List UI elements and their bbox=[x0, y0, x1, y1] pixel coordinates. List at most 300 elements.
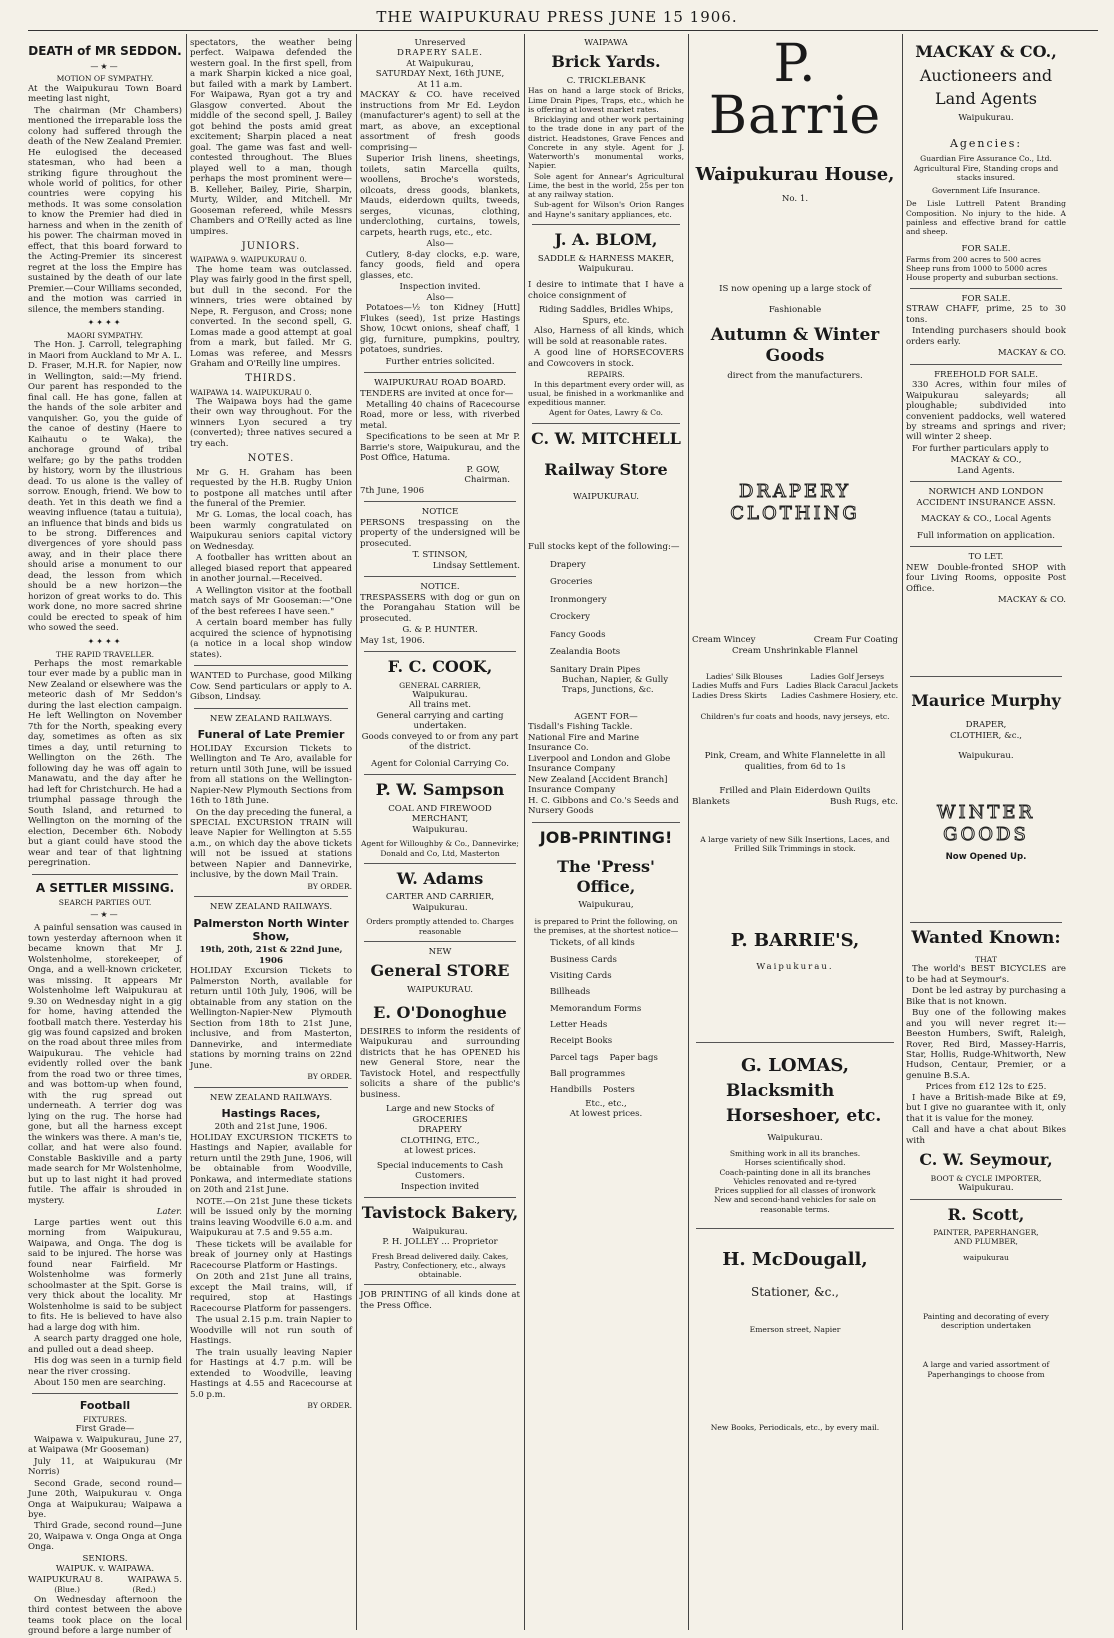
ad-line: Waipukurau. bbox=[412, 902, 468, 913]
paragraph: Has on hand a large stock of Bricks, Lime Drain Pipes, Traps, etc., which he is offering at lowest market rates. bbox=[528, 86, 684, 114]
ad-title: Funeral of Late Premier bbox=[197, 728, 345, 742]
signature: G. & P. HUNTER. bbox=[402, 625, 478, 636]
ad-line: Further entries solicited. bbox=[385, 356, 495, 367]
paragraph: Sole agent for Annear's Agricultural Lime, the best in the world, 25s per ton at any railway station. bbox=[528, 171, 684, 200]
ad-line: Also— bbox=[426, 239, 454, 250]
ad-line: Smithing work in all its branches. bbox=[729, 1149, 861, 1159]
divider bbox=[364, 863, 516, 864]
paragraph: HOLIDAY Excursion Tickets to Palmerston North, available for return until 10th July, 1906, will be obtainable from any station on the Wellington-Napier-New Plymouth Section from 18th to 21st June, inclusive, and from Masterton, Dannevirke, and intermediate stations by morning trains on 22nd June. bbox=[190, 966, 352, 1071]
ad-heading: NEW ZEALAND RAILWAYS. bbox=[209, 713, 333, 724]
ad-line: SADDLE & HARNESS MAKER, bbox=[537, 253, 675, 264]
subhead: REPAIRS. bbox=[587, 370, 625, 380]
divider bbox=[194, 665, 348, 666]
ad-line: DRAPER, bbox=[965, 720, 1007, 731]
column-1 bbox=[28, 38, 182, 1637]
ad-line: No. 1. bbox=[781, 193, 809, 204]
ad-line: All trains met. bbox=[409, 700, 471, 711]
ad-heading: NEW ZEALAND RAILWAYS. bbox=[209, 902, 333, 913]
list-item: Groceries bbox=[550, 577, 593, 588]
divider bbox=[194, 708, 348, 709]
paragraph: A Wellington visitor at the football match says of Mr Gooseman:—"One of the best referees I have seen." bbox=[190, 585, 352, 617]
column-rule bbox=[524, 34, 525, 1630]
ad-line: At Waipukurau, bbox=[406, 58, 474, 69]
list-item: Tisdall's Fishing Tackle. bbox=[528, 722, 633, 733]
subhead: SENIORS. bbox=[82, 1553, 128, 1564]
paragraph: A painful sensation was caused in town yesterday afternoon when it became known that Mr J. Wolstenholme, storekeeper, of Onga, and a well-known cricketer, was missing. It appears Mr Wolstenholme left Waipukurau at 9.30 on Wednesday night in a gig for home, having attended the football match there. Yesterday his gig was found capsized and broken on the road about three miles from Waipukurau. The vehicle had evidently rolled over the bank from the road two or three times, and was bottom-up when found, with the rug spread out underneath. A terrier dog was lying on the rug. The horse had gone, but all the harness except the winkers was there. A man's tie, collar, and hat were also found. Constable Baskiville and a party made search for Mr Wolstenholme, but up to last night it had proved futile. The affair is shrouded in mystery. bbox=[28, 923, 182, 1206]
list-item bbox=[550, 1050, 684, 1066]
paragraph: Sub-agent for Wilson's Orion Ranges and Hayne's sanitary appliances, etc. bbox=[528, 200, 684, 219]
paragraph: A certain board member has fully acquired the science of hypnotising (a notice in a local shop window states). bbox=[190, 618, 352, 660]
ad-line: Agricultural Fire, Standing crops and stacks insured. bbox=[913, 163, 1059, 182]
paragraph: PERSONS trespassing on the property of the undersigned will be prosecuted. bbox=[360, 517, 520, 549]
ad-heading: NOTICE. bbox=[420, 582, 460, 593]
ad-line: House property and suburban sections. bbox=[906, 273, 1059, 283]
paragraph: The Hon. J. Carroll, telegraphing in Maori from Auckland to Mr A. L. D. Fraser, M.H.R. for Napier, now in Wellington, said:—My friend. Our parent has responded to the final call. He has gone, fallen at the hands of the sole arbiter and vanquisher. Go, you the guide of the canoe of destiny (Haere to Kaihautu o te Waka), the anchorage ground of tribal welfare; go by the paths trodden by history, worn by the illustrious dead. To us alone is the valley of sorrow. Enough, friend. We bow to death. Yet in this death we find a weaving influence (tatau a tuituia), an influence that binds and bids us to be strong. Differences and divergences of yore should pass away, and in their place there should arise a monument to our dead, the lesson from which should be a new horizon—the horizon of great works to do. This work done, no more sacred shrine could be erected to speak of him who sowed the seed. bbox=[28, 340, 182, 634]
ornament: ✦✦✦✦ bbox=[87, 318, 123, 328]
paragraph: De Lisle Luttrell Patent Branding Composition. No injury to the hide. A painless and effective brand for cattle and sheep. bbox=[906, 199, 1066, 237]
ad-title-lomas: G. LOMAS, bbox=[740, 1055, 850, 1077]
subhead: JUNIORS. bbox=[241, 241, 301, 253]
ad-title: Hastings Races, bbox=[221, 1106, 321, 1120]
subhead: Later. bbox=[156, 1207, 182, 1218]
divider bbox=[910, 922, 1062, 923]
subhead: WAIPUK. v. WAIPAWA. bbox=[55, 1564, 155, 1575]
paragraph: NEW Double-fronted SHOP with four Living Rooms, opposite Post Office. bbox=[906, 562, 1066, 594]
paragraph: Cutlery, 8-day clocks, e.p. ware, fancy goods, field and opera glasses, etc. bbox=[360, 249, 520, 281]
paragraph: At the Waipukurau Town Board meeting last night, bbox=[28, 83, 182, 105]
ad-line: Stationer, &c., bbox=[751, 1284, 839, 1299]
list-item: H. C. Gibbons and Co.'s Seeds and Nursery Goods bbox=[528, 795, 679, 817]
goods-item: Blankets bbox=[692, 796, 730, 807]
goods-item: Cream Unshrinkable Flannel bbox=[731, 645, 859, 656]
goods-row bbox=[692, 672, 898, 681]
subhead: NOTES. bbox=[247, 453, 295, 465]
paragraph: DESIRES to inform the residents of Waipukurau and surrounding districts that he has OPENED his new General Store, near the Tavistock Hotel, and respectfully solicits a share of the public's business. bbox=[360, 1026, 520, 1100]
ad-line: Waipukurau, bbox=[578, 900, 634, 911]
goods-row bbox=[692, 681, 898, 690]
ad-line: General carrying and carting undertaken. bbox=[376, 710, 504, 732]
paragraph: Call and have a chat about Bikes with bbox=[906, 1125, 1066, 1146]
paragraph: spectators, the weather being perfect. Waipawa defended the western goal. In the first spell, from a mark Sharpin kicked a nice goal, but failed with a mark by Lambert. For Waipawa, Ryan got a try and Glasgow converted. About the middle of the second spell, J. Bailey got behind the posts amid great excitement; Sharpin placed a neat goal. The game was fast and well-contested throughout. The Blues played well to a man, though perhaps the most prominent were—B. Kelleher, Bailey, Pirie, Sharpin, Murty, Wilder, and Mitchell. Mr Gooseman refereed, while Messrs Chambers and O'Reilly acted as line umpires. bbox=[190, 38, 352, 237]
goods-row bbox=[692, 691, 898, 700]
ad-line: BOOT & CYCLE IMPORTER, bbox=[930, 1173, 1042, 1183]
ad-line: waipukurau bbox=[963, 1252, 1009, 1262]
ad-line: NEW bbox=[428, 946, 452, 957]
ad-line: Horses scientifically shod. bbox=[744, 1158, 846, 1168]
ad-line: Prices supplied for all classes of ironwork bbox=[714, 1186, 876, 1196]
ad-line: Waipukurau. bbox=[958, 112, 1014, 123]
list-item: Letter Heads bbox=[550, 1019, 608, 1030]
list-item bbox=[550, 1082, 684, 1098]
ad-line: Painting and decorating of every description undertaken bbox=[923, 1311, 1049, 1331]
ad-line: New Books, Periodicals, etc., by every mail. bbox=[710, 1422, 880, 1432]
ad-title-drapery: DRAPERY bbox=[738, 481, 852, 503]
ad-line: Coach-painting done in all its branches bbox=[719, 1167, 871, 1177]
ad-line: Inspection invited bbox=[400, 1181, 480, 1192]
paragraph: Potatoes—½ ton Kidney [Hutt] Flukes (seed), 1st prize Hastings Show, 10cwt onions, sheaf chaff, 1 gig, furniture, pumpkins, poultry, potatoes, sundries. bbox=[360, 303, 520, 356]
ad-line: GENERAL CARRIER, bbox=[399, 680, 481, 690]
ad-line: Special inducements to Cash Customers. bbox=[376, 1160, 504, 1182]
goods-item: Ladies Muffs and Furs bbox=[692, 681, 779, 691]
goods-item: Children's fur coats and hoods, navy jerseys, etc. bbox=[700, 711, 890, 721]
paragraph: MACKAY & CO. have received instructions from Mr Ed. Leydon (manufacturer's agent) to sell at the mart, as above, an exceptional assortment of fresh goods comprising— bbox=[360, 90, 520, 153]
score-line: WAIPAWA 9. WAIPUKURAU 0. bbox=[190, 255, 307, 265]
signature: BY ORDER. bbox=[307, 881, 352, 891]
ad-line: Agent for Colonial Carrying Co. bbox=[371, 758, 509, 769]
ad-line: WAIPUKURAU. bbox=[406, 984, 474, 995]
goods-item: Ladies Dress Skirts bbox=[692, 690, 767, 700]
ad-title-p-barrie: P. Barrie bbox=[708, 34, 882, 146]
list-item: Buchan, Napier, & Gully Traps, Junctions, &c. bbox=[562, 674, 669, 696]
paragraph: Mr G. H. Graham has been requested by the H.B. Rugby Union to postpone all matches until after the funeral of the Premier. bbox=[190, 467, 352, 509]
paragraph: Buy one of the following makes and you will never regret it:—Beeston Humbers, Swift, Raleigh, Rover, Red Bird, Massey-Harris, Star, Hollis, Rudge-Whitworth, New Hudson, Centaur, Premier, or a genuine B.S.A. bbox=[906, 1008, 1066, 1081]
paragraph: On Wednesday afternoon the third contest between the above teams took place on the local ground before a large number of bbox=[28, 1594, 182, 1637]
ad-line: A large and varied assortment of Paperhangings to choose from bbox=[922, 1360, 1050, 1379]
paragraph: Also, Harness of all kinds, which will be sold at reasonable rates. bbox=[528, 326, 684, 347]
subhead: AGENT FOR— bbox=[574, 711, 638, 722]
column-4 bbox=[528, 38, 684, 1628]
paragraph: Superior Irish linens, sheetings, toilets, satin Marcella quilts, woollens, Broche's worsteds, oilcoats, dress goods, blankets, Mauds, eiderdown quilts, tweeds, serges, vicunas, clothing, underclothing, curtains, towels, carpets, hearth rugs, etc., etc. bbox=[360, 154, 520, 238]
signature: Chairman. bbox=[464, 475, 510, 486]
paragraph: The train usually leaving Napier for Hastings at 4.7 p.m. will be extended to Woodville, leaving Hastings at 4.55 and Racecourse at 5.0 p.m. bbox=[190, 1347, 352, 1400]
paragraph: The chairman (Mr Chambers) mentioned the irreparable loss the colony had suffered through the death of the New Zealand Premier. He eulogised the deceased statesman, who had been a striking figure throughout the whole world of politics, for other countries were copying his methods. It was some consolation to know the Premier had died in harness and when in the zenith of his power. The chairman moved in effect, that this board forward to the Acting-Premier its sincerest regret at the loss the Empire has sustained by the death of our late Premier.—Cour Williams seconded, and the motion was carried in silence, the members standing. bbox=[28, 105, 182, 315]
subhead: MAORI SYMPATHY. bbox=[66, 331, 144, 341]
paragraph: Waipawa v. Waipukurau, June 27, at Waipawa (Mr Gooseman) bbox=[28, 1434, 182, 1456]
ad-line: Also— bbox=[426, 292, 454, 303]
ad-line: Waipukurau. bbox=[756, 961, 834, 972]
ad-line: GROCERIES bbox=[412, 1114, 468, 1125]
ad-title-murphy: Maurice Murphy bbox=[911, 690, 1061, 710]
paragraph: Intending purchasers should book orders early. bbox=[906, 326, 1066, 347]
paragraph: About 150 men are searching. bbox=[34, 1377, 166, 1388]
paragraph: Perhaps the most remarkable tour ever made by a public man in New Zealand or elsewhere was the meteoric dash of Mr Seddon's during the last election campaign. He left Wellington on November 7th for the North, speaking every day, sometimes as often as six times a day, until returning to Wellington on the 26th. The following day he was off again to Manawatu, and the day after he had left for Christchurch. He had a triumphal passage through the South Island, and returned to Wellington on the morning of the election, December 6th. Nobody but a giant could have stood the wear and tear of that lightning peregrination. bbox=[28, 658, 182, 869]
divider bbox=[32, 1393, 178, 1394]
signature: BY ORDER. bbox=[307, 1072, 352, 1082]
headline-settler-missing: A SETTLER MISSING. bbox=[35, 880, 175, 895]
paragraph: Third Grade, second round—June 20, Waipawa v. Onga Onga at Onga Onga. bbox=[28, 1521, 182, 1553]
ad-title-land-agents: Land Agents bbox=[934, 89, 1037, 109]
column-3 bbox=[360, 38, 520, 1628]
print-list bbox=[550, 935, 684, 1098]
divider bbox=[910, 1199, 1062, 1200]
ad-line: AND PLUMBER, bbox=[954, 1237, 1018, 1247]
paragraph: STRAW CHAFF, prime, 25 to 30 tons. bbox=[906, 304, 1066, 325]
ad-title-railway-store: Railway Store bbox=[544, 460, 668, 480]
paragraph: A good line of HORSECOVERS and Cowcovers in stock. bbox=[528, 348, 684, 369]
ad-line: PAINTER, PAPERHANGER, bbox=[933, 1228, 1039, 1238]
ad-title-cook: F. C. COOK, bbox=[387, 657, 493, 677]
paragraph: In this department every order will, as usual, be finished in a workmanlike and expeditious manner. bbox=[528, 379, 684, 408]
list-item: Sanitary Drain Pipes bbox=[550, 664, 641, 675]
signature: MACKAY & CO. bbox=[997, 595, 1066, 606]
ad-line: THAT bbox=[975, 954, 997, 964]
ad-line: Prices from £12 12s to £25. bbox=[925, 1082, 1047, 1093]
ad-line: Inspection invited. bbox=[399, 282, 481, 293]
list-item: Fancy Goods bbox=[550, 629, 606, 640]
ad-title: Palmerston North Winter Show, bbox=[193, 916, 349, 944]
column-rule bbox=[688, 34, 689, 1630]
ad-line: Goods conveyed to or from any part of the district. bbox=[361, 731, 519, 753]
paragraph: These tickets will be available for break of journey only at Hastings Racecourse Platform or Hastings. bbox=[190, 1239, 352, 1271]
ad-line: Waipukurau. bbox=[412, 1226, 468, 1237]
stock-list bbox=[528, 560, 684, 658]
divider bbox=[910, 364, 1062, 365]
ad-line: is prepared to Print the following, on the premises, at the shortest notice— bbox=[533, 916, 679, 936]
ad-line: C. TRICKLEBANK bbox=[566, 76, 646, 86]
ad-line: Fashionable bbox=[768, 304, 822, 315]
subhead: TO LET. bbox=[968, 552, 1004, 563]
paragraph: A search party dragged one hole, and pulled out a dead sheep. bbox=[28, 1334, 182, 1355]
ad-title-mcdougall: H. McDougall, bbox=[722, 1248, 868, 1270]
ad-title-brick-yards: Brick Yards. bbox=[551, 52, 661, 72]
paragraph: The world's BEST BICYCLES are to be had at Seymour's. bbox=[906, 964, 1066, 985]
list-item: Ball programmes bbox=[550, 1068, 625, 1079]
ad-title-waipukurau-house: Waipukurau House, bbox=[695, 164, 895, 185]
divider bbox=[32, 874, 178, 875]
paragraph: July 11, at Waipukurau (Mr Norris) bbox=[28, 1456, 182, 1478]
masthead-rule bbox=[28, 30, 1098, 31]
ad-line: COAL AND FIREWOOD MERCHANT, bbox=[388, 803, 492, 825]
goods-item: Ladies Golf Jerseys bbox=[810, 672, 885, 682]
column-5 bbox=[692, 34, 898, 1628]
paragraph: Full stocks kept of the following:— bbox=[528, 542, 680, 553]
ad-title-blom: J. A. BLOM, bbox=[554, 229, 658, 249]
ad-line: Waipukurau. bbox=[958, 1183, 1014, 1194]
subhead: NORWICH AND LONDON ACCIDENT INSURANCE ASSN. bbox=[916, 487, 1056, 508]
divider bbox=[532, 822, 680, 823]
divider bbox=[910, 481, 1062, 482]
divider bbox=[364, 941, 516, 942]
ad-line: Guardian Fire Assurance Co., Ltd. bbox=[920, 154, 1052, 164]
ad-title-sampson: P. W. Sampson bbox=[375, 780, 505, 800]
divider bbox=[696, 1042, 894, 1043]
ad-line: Riding Saddles, Bridles Whips, Spurs, etc. bbox=[538, 305, 674, 326]
ad-line: Agent for Oates, Lawry & Co. bbox=[549, 408, 663, 418]
divider bbox=[194, 1087, 348, 1088]
ad-title-auctioneers: Auctioneers and bbox=[919, 65, 1053, 85]
divider bbox=[364, 651, 516, 652]
ad-heading: NEW ZEALAND RAILWAYS. bbox=[209, 1092, 333, 1103]
paragraph: The Waipawa boys had the game their own way throughout. For the winners Lyon secured a try (converted); three natives secured a try each. bbox=[190, 396, 352, 449]
ad-line: SATURDAY Next, 16th JUNE, bbox=[375, 69, 505, 80]
subhead: Agencies: bbox=[949, 137, 1023, 151]
column-6 bbox=[906, 38, 1066, 1628]
paragraph: A footballer has written about an alleged biased report that appeared in another journal.—Received. bbox=[190, 553, 352, 585]
signature: MACKAY & CO. bbox=[997, 348, 1066, 359]
divider bbox=[532, 224, 680, 225]
list-item: Business Cards bbox=[550, 954, 617, 965]
list-item: Drapery bbox=[550, 559, 586, 570]
goods-row bbox=[692, 635, 898, 645]
ornament: ✦✦✦✦ bbox=[87, 636, 123, 646]
ad-heading: NOTICE bbox=[421, 507, 459, 518]
divider bbox=[194, 896, 348, 897]
score-right: WAIPAWA 5. bbox=[127, 1574, 182, 1585]
paragraph: HOLIDAY EXCURSION TICKETS to Hastings and Napier, available for return until the 29th June, 1906, will be obtainable from Woodville, Ponkawa, and intermediate stations on 20th and 21st June. bbox=[190, 1132, 352, 1196]
divider bbox=[364, 372, 516, 373]
ad-date: May 1st, 1906. bbox=[360, 635, 425, 646]
subhead: THE RAPID TRAVELLER. bbox=[55, 649, 155, 659]
column-rule bbox=[186, 34, 187, 1630]
paragraph: 330 Acres, within four miles of Waipukurau saleyards; all ploughable; subdivided into convenient paddocks, well watered by streams and springs and river; will winter 2 sheep. bbox=[906, 380, 1066, 443]
ad-line: Orders promptly attended to. Charges reasonable bbox=[366, 917, 514, 936]
ad-title-horseshoer: Horseshoer, etc. bbox=[726, 1105, 882, 1126]
list-item-left: Parcel tags bbox=[550, 1052, 599, 1063]
list-item: Receipt Books bbox=[550, 1036, 613, 1047]
list-item: Ironmongery bbox=[550, 594, 607, 605]
list-item-left: Handbills bbox=[550, 1085, 592, 1096]
ad-line: New and second-hand vehicles for sale on reasonable terms. bbox=[713, 1195, 877, 1214]
goods-item: Bush Rugs, etc. bbox=[830, 796, 898, 807]
goods-item: Frilled and Plain Eiderdown Quilts bbox=[719, 786, 871, 797]
ad-line: direct from the manufacturers. bbox=[727, 370, 863, 381]
headline-death-of-seddon: DEATH of MR SEDDON. bbox=[28, 44, 182, 58]
ad-title-seymour: C. W. Seymour, bbox=[919, 1150, 1053, 1170]
paragraph: On 20th and 21st June all trains, except the Mail trains, will, if required, stop at Hastings Racecourse Platform for passengers. bbox=[190, 1272, 352, 1314]
goods-item: Cream Fur Coating bbox=[813, 635, 898, 646]
divider bbox=[696, 1228, 894, 1229]
ad-line: P. H. JOLLEY ... Proprietor bbox=[382, 1237, 498, 1248]
ad-line: Waipukurau. bbox=[767, 1132, 823, 1143]
list-item: Tickets, of all kinds bbox=[550, 938, 635, 949]
list-item: Liverpool and London and Globe Insurance Company bbox=[528, 753, 671, 775]
ad-line: CLOTHIER, &c., bbox=[949, 730, 1023, 741]
score-line: WAIPAWA 14. WAIPUKURAU 0. bbox=[190, 387, 312, 397]
divider bbox=[910, 676, 1062, 677]
goods-item: Ladies Black Caracul Jackets bbox=[786, 681, 898, 691]
ad-wanted-cow: WANTED to Purchase, good Milking Cow. Send particulars or apply to A. Gibson, Lindsay. bbox=[190, 671, 352, 703]
goods-row bbox=[692, 797, 898, 807]
list-item: Crockery bbox=[550, 612, 590, 623]
ad-dates: 19th, 20th, 21st & 22nd June, 1906 bbox=[199, 945, 343, 966]
paragraph: Mr G. Lomas, the local coach, has been warmly congratulated on Waipukurau seniors capital victory on Wednesday. bbox=[190, 510, 352, 552]
ad-line: At 11 a.m. bbox=[417, 79, 463, 90]
paragraph: HOLIDAY Excursion Tickets to Wellington and Te Aro, available for return until 30th June, will be issued from all stations on the Wellington-Napier-New Plymouth Sections from 16th to 18th June. bbox=[190, 743, 352, 807]
subhead: FOR SALE. bbox=[961, 244, 1011, 255]
ad-line: Waipukurau. bbox=[958, 751, 1014, 762]
headline-football: Football bbox=[79, 1399, 131, 1413]
ad-title-adams: W. Adams bbox=[396, 868, 484, 888]
signature: BY ORDER. bbox=[307, 1400, 352, 1410]
divider bbox=[910, 546, 1062, 547]
goods-item: Ladies' Silk Blouses bbox=[705, 672, 783, 682]
goods-item: Ladies Cashmere Hosiery, etc. bbox=[781, 690, 898, 700]
goods-item: Cream Wincey bbox=[692, 635, 756, 646]
ad-line: Fresh Bread delivered daily. Cakes, Pastry, Confectionery, etc., always obtainable. bbox=[371, 1251, 509, 1280]
ad-line: MACKAY & CO., Local Agents bbox=[920, 514, 1052, 525]
paragraph: TRESPASSERS with dog or gun on the Porangahau Station will be prosecuted. bbox=[360, 592, 520, 624]
list-item: New Zealand [Accident Branch] Insurance Company bbox=[528, 774, 668, 796]
signature: Land Agents. bbox=[957, 465, 1015, 476]
ad-line: CLOTHING, ETC., bbox=[400, 1135, 480, 1146]
subhead: FREEHOLD FOR SALE. bbox=[934, 369, 1038, 380]
ad-title-mitchell: C. W. MITCHELL bbox=[531, 428, 681, 448]
ad-line: Sheep runs from 1000 to 5000 acres bbox=[906, 264, 1048, 274]
goods-item: Pink, Cream, and White Flannelette in all qualities, from 6d to 1s bbox=[704, 751, 886, 772]
goods-item: A large variety of new Silk Insertions, Laces, and Frilled Silk Trimmings in stock. bbox=[700, 835, 890, 854]
subhead: First Grade— bbox=[75, 1424, 135, 1435]
divider bbox=[364, 501, 516, 502]
paragraph: The usual 2.15 p.m. train Napier to Woodville will not run south of Hastings. bbox=[190, 1315, 352, 1347]
ad-line: Agent for Willoughby & Co., Dannevirke; Donald and Co, Ltd, Masterton bbox=[361, 839, 519, 858]
paragraph: On the day preceding the funeral, a SPECIAL EXCURSION TRAIN will leave Napier for Wellington at 5.55 a.m., on which day the above tickets will not be issued at stations between Napier and Dannevirke, inclusive, by the down Mail Train. bbox=[190, 807, 352, 881]
ad-line: Waipukurau. bbox=[412, 689, 468, 700]
ad-line: Vehicles renovated and re-tyred bbox=[733, 1176, 857, 1186]
paragraph: TENDERS are invited at once for— bbox=[360, 388, 514, 399]
divider bbox=[364, 1197, 516, 1198]
divider bbox=[364, 576, 516, 577]
ad-title-odonoghue: E. O'Donoghue bbox=[373, 1003, 507, 1023]
divider bbox=[532, 423, 680, 424]
column-2 bbox=[190, 38, 352, 1628]
subhead: MOTION OF SYMPATHY. bbox=[56, 74, 154, 84]
paragraph: For further particulars apply to bbox=[912, 443, 1049, 454]
ad-title-winter: WINTER bbox=[936, 801, 1036, 823]
list-item: National Fire and Marine Insurance Co. bbox=[528, 732, 640, 754]
divider bbox=[910, 288, 1062, 289]
ad-title-clothing: CLOTHING bbox=[730, 503, 860, 525]
signature: P. GOW, bbox=[466, 464, 500, 475]
ad-line: Emerson street, Napier bbox=[749, 1325, 841, 1335]
ad-title-tavistock: Tavistock Bakery, bbox=[361, 1203, 519, 1223]
ad-date: 7th June, 1906 bbox=[360, 485, 425, 496]
ad-heading: WAIPUKURAU ROAD BOARD. bbox=[374, 378, 506, 389]
colour-left: (Blue.) bbox=[54, 1585, 80, 1595]
ad-title-barries: P. BARRIE'S, bbox=[730, 929, 860, 951]
signature: T. STINSON, bbox=[412, 550, 468, 561]
ad-title-scott: R. Scott, bbox=[947, 1204, 1025, 1224]
column-rule bbox=[356, 34, 357, 1630]
paragraph: I have a British-made Bike at £9, but I give no guarantee with it, only that it is value for the money. bbox=[906, 1092, 1066, 1124]
ornament: —★— bbox=[90, 910, 120, 920]
subhead: FOR SALE. bbox=[961, 293, 1011, 304]
score-left: WAIPUKURAU 8. bbox=[28, 1574, 104, 1585]
ad-line: Now Opened Up. bbox=[945, 851, 1027, 862]
ad-title-press-office: The 'Press' Office, bbox=[557, 857, 655, 896]
divider bbox=[364, 774, 516, 775]
paragraph: NOTE.—On 21st June these tickets will be issued only by the morning trains leaving Woodville 6.0 a.m. and Waipukurau at 7.5 and 9.55 a.m. bbox=[190, 1196, 352, 1239]
ad-title: DRAPERY SALE. bbox=[396, 48, 484, 59]
paragraph: Second Grade, second round—June 20th, Waipukurau v. Onga Onga at Waipukurau; Waipawa a bye. bbox=[28, 1478, 182, 1520]
subhead: THIRDS. bbox=[245, 373, 297, 385]
paragraph: Large parties went out this morning from Waipukurau, Waipawa, and Onga. The dog is said to be injured. The horse was found near Fairfield. Mr Wolstenholme was formerly schoolmaster at the Spit. Gorse is very thick about the locality. Mr Wolstenholme is said to be subject to fits. He is believed to have also had a large dog with him. bbox=[28, 1217, 182, 1333]
list-item-right: Posters bbox=[602, 1085, 635, 1096]
ad-heading: WAIPAWA bbox=[584, 38, 628, 48]
paragraph: Specifications to be seen at Mr P. Barrie's store, Waipukurau, and the Post Office, Hatuma. bbox=[360, 432, 520, 464]
ad-line: Etc., etc., bbox=[585, 1098, 627, 1109]
list-item: Visiting Cards bbox=[550, 970, 612, 981]
ad-line: CARTER AND CARRIER, bbox=[385, 892, 495, 903]
ad-line: Waipukurau. bbox=[412, 824, 468, 835]
ad-title-blacksmith: Blacksmith bbox=[726, 1081, 835, 1102]
signature: MACKAY & CO., bbox=[950, 455, 1022, 466]
paragraph: Dont be led astray by purchasing a Bike that is not known. bbox=[906, 986, 1066, 1007]
list-item-right: Paper bags bbox=[609, 1052, 658, 1063]
ad-title-goods: GOODS bbox=[943, 823, 1029, 845]
ad-heading: Unreserved bbox=[414, 38, 466, 48]
paragraph: Metalling 40 chains of Racecourse Road, more or less, with riverbed metal. bbox=[360, 399, 520, 431]
signature: Lindsay Settlement. bbox=[432, 560, 520, 571]
ad-line: Government Life Insurance. bbox=[931, 186, 1041, 196]
ad-job-printing: JOB PRINTING of all kinds done at the Press Office. bbox=[360, 1290, 520, 1311]
ad-title-autumn-winter: Autumn & Winter Goods bbox=[710, 325, 880, 367]
ad-title-wanted-known: Wanted Known: bbox=[911, 928, 1061, 949]
paragraph: I desire to intimate that I have a choice consignment of bbox=[528, 280, 684, 301]
ad-line: Full information on application. bbox=[916, 530, 1056, 541]
ad-line: DRAPERY bbox=[418, 1125, 462, 1136]
ad-line: IS now opening up a large stock of bbox=[719, 284, 871, 295]
ad-line: Waipukurau. bbox=[578, 263, 634, 274]
